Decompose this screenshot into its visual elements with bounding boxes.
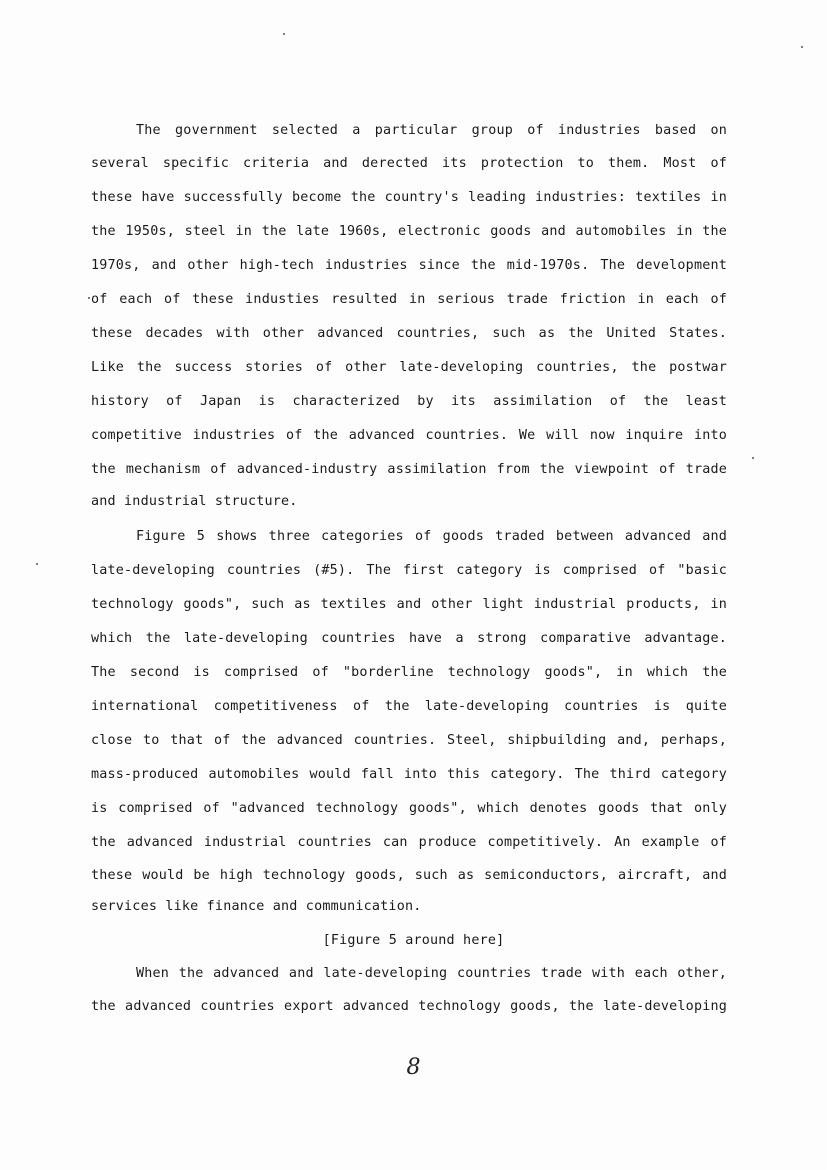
scan-speck [36, 563, 38, 565]
scan-speck [801, 46, 803, 48]
paragraph-1-line-11: the mechanism of advanced-industry assimilation from the viewpoint of trade [91, 462, 727, 477]
figure-placeholder-note: [Figure 5 around here] [322, 933, 505, 948]
paragraph-2-line-1: Figure 5 shows three categories of goods traded between advanced and [136, 529, 727, 544]
paragraph-2-line-6: international competitiveness of the late-developing countries is quite [91, 699, 727, 714]
paragraph-3-line-2: the advanced countries export advanced technology goods, the late-developing [91, 999, 727, 1014]
paragraph-2-line-8: mass-produced automobiles would fall into this category. The third category [91, 767, 727, 782]
paragraph-1-line-7: these decades with other advanced countries, such as the United States. [91, 326, 727, 341]
paragraph-2-line-12: services like finance and communication. [91, 899, 422, 914]
paragraph-1-line-4: the 1950s, steel in the late 1960s, electronic goods and automobiles in the [91, 224, 727, 239]
paragraph-1-line-2: several specific criteria and derected its protection to them. Most of [91, 156, 727, 171]
scan-speck [752, 457, 754, 459]
paragraph-1-line-6: of each of these industies resulted in serious trade friction in each of [91, 292, 727, 307]
paragraph-1-line-5: 1970s, and other high-tech industries since the mid-1970s. The development [91, 258, 727, 273]
paragraph-2-line-3: technology goods", such as textiles and other light industrial products, in [91, 597, 727, 612]
paragraph-2-line-11: these would be high technology goods, such as semiconductors, aircraft, and [91, 868, 727, 883]
paragraph-2-line-7: close to that of the advanced countries. Steel, shipbuilding and, perhaps, [91, 733, 727, 748]
scan-speck [88, 297, 90, 299]
paragraph-1-line-10: competitive industries of the advanced countries. We will now inquire into [91, 428, 727, 443]
paragraph-1-line-8: Like the success stories of other late-developing countries, the postwar [91, 360, 727, 375]
paragraph-1-line-3: these have successfully become the country's leading industries: textiles in [91, 190, 727, 205]
paragraph-1-line-1: The government selected a particular group of industries based on [136, 123, 727, 138]
paragraph-1-line-9: history of Japan is characterized by its assimilation of the least [91, 394, 727, 409]
scan-speck [283, 33, 285, 35]
paragraph-1-line-12: and industrial structure. [91, 494, 298, 509]
paragraph-2-line-9: is comprised of "advanced technology goods", which denotes goods that only [91, 801, 727, 816]
paragraph-2-line-10: the advanced industrial countries can produce competitively. An example of [91, 835, 727, 850]
paragraph-2-line-5: The second is comprised of "borderline technology goods", in which the [91, 665, 727, 680]
page-number: 8 [406, 1055, 421, 1080]
paragraph-2-line-4: which the late-developing countries have a strong comparative advantage. [91, 631, 727, 646]
paragraph-3-line-1: When the advanced and late-developing countries trade with each other, [136, 966, 727, 981]
paragraph-2-line-2: late-developing countries (#5). The first category is comprised of "basic [91, 563, 727, 578]
